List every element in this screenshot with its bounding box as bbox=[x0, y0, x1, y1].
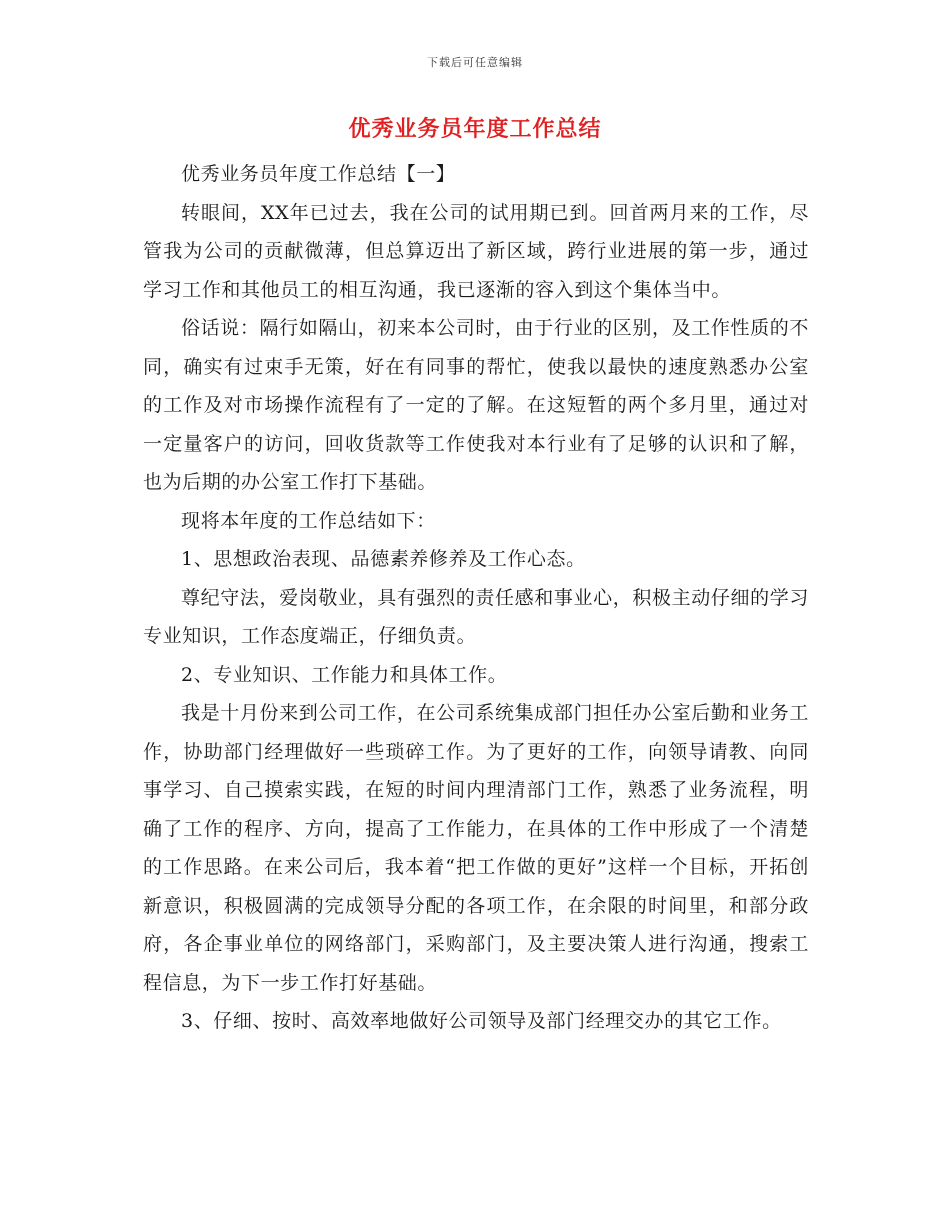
paragraph: 俗话说：隔行如隔山，初来本公司时，由于行业的区别，及工作性质的不同，确实有过束手无策，好在有同事的帮忙，使我以最快的速度熟悉办公室的工作及对市场操作流程有了一定的了解。在这短暂的两个多月里，通过对一定量客户的访问，回收货款等工作使我对本行业有了足够的认识和了解，也为后期的办公室工作打下基础。 bbox=[143, 317, 809, 493]
paragraph: 转眼间，XX年已过去，我在公司的试用期已到。回首两月来的工作，尽管我为公司的贡献微薄，但总算迈出了新区域，跨行业进展的第一步，通过学习工作和其他员工的相互沟通，我已逐渐的容入到这个集体当中。 bbox=[143, 201, 809, 301]
numbered-heading: 3、仔细、按时、高效率地做好公司领导及部门经理交办的其它工作。 bbox=[181, 1010, 782, 1032]
document-body bbox=[143, 155, 809, 1041]
paragraph: 现将本年度的工作总结如下： bbox=[181, 509, 436, 532]
header-note: 下载后可任意编辑 bbox=[427, 56, 523, 69]
document-title: 优秀业务员年度工作总结 bbox=[348, 116, 602, 142]
numbered-heading: 1、思想政治表现、品德素养修养及工作心态。 bbox=[181, 548, 586, 570]
paragraph: 尊纪守法，爱岗敬业，具有强烈的责任感和事业心，积极主动仔细的学习专业知识，工作态度端正，仔细负责。 bbox=[143, 586, 809, 647]
numbered-heading: 2、专业知识、工作能力和具体工作。 bbox=[181, 663, 508, 686]
section-heading: 优秀业务员年度工作总结【一】 bbox=[181, 163, 456, 185]
paragraph: 我是十月份来到公司工作，在公司系统集成部门担任办公室后勤和业务工作，协助部门经理做好一些琐碎工作。为了更好的工作，向领导请教、向同事学习、自己摸索实践，在短的时间内理清部门工作，熟悉了业务流程，明确了工作的程序、方向，提高了工作能力，在具体的工作中形成了一个清楚的工作思路。在来公司后，我本着“把工作做的更好”这样一个目标，开拓创新意识，积极圆满的完成领导分配的各项工作，在余限的时间里，和部分政府，各企事业单位的网络部门，采购部门，及主要决策人进行沟通，搜索工程信息，为下一步工作打好基础。 bbox=[143, 702, 809, 994]
